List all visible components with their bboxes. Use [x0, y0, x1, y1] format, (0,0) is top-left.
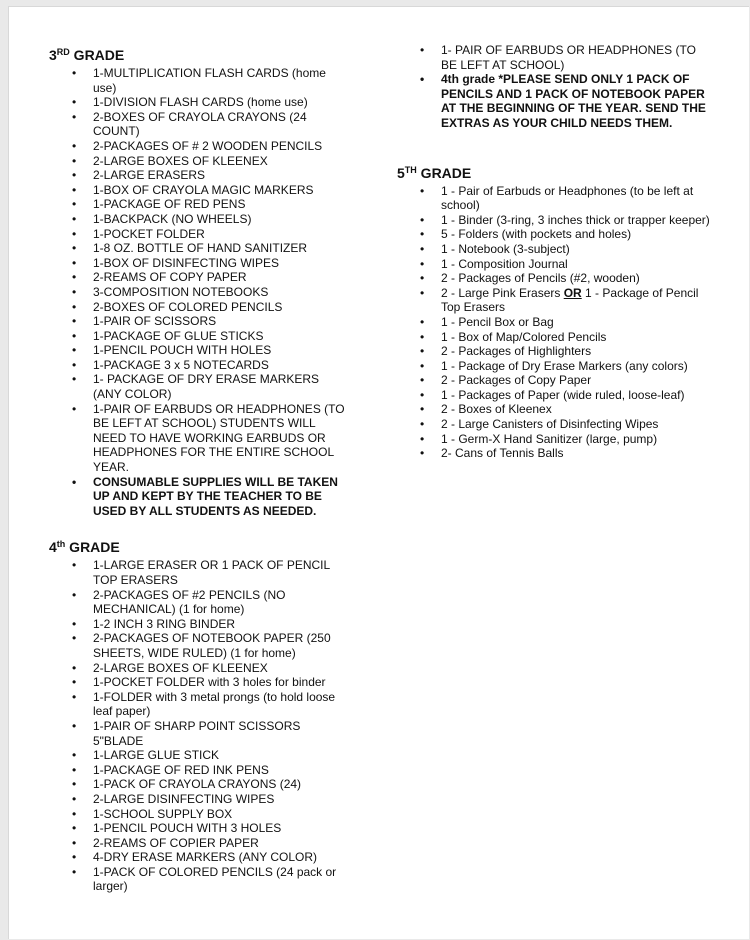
list-item: • 1 - Box of Map/Colored Pencils	[441, 330, 715, 345]
fourth-grade-list	[49, 558, 349, 894]
list-item: • 1-BOX OF DISINFECTING WIPES	[93, 256, 349, 271]
third-grade-list	[49, 66, 349, 518]
list-item: • 2-LARGE BOXES OF KLEENEX	[93, 154, 349, 169]
list-item: • 1-FOLDER with 3 metal prongs (to hold loose leaf paper)	[93, 690, 349, 719]
list-item: • 2-REAMS OF COPY PAPER	[93, 270, 349, 285]
list-item: • 1 - Package of Dry Erase Markers (any colors)	[441, 359, 715, 374]
list-item: • 2 - Packages of Highlighters	[441, 344, 715, 359]
left-column	[49, 43, 349, 894]
list-item: • 1-PACKAGE OF GLUE STICKS	[93, 329, 349, 344]
fourth-grade-list-continued	[397, 43, 715, 131]
list-item: • 2 - Packages of Copy Paper	[441, 373, 715, 388]
list-item: • 1-PACKAGE 3 x 5 NOTECARDS	[93, 358, 349, 373]
list-item: • 1 - Binder (3-ring, 3 inches thick or trapper keeper)	[441, 213, 715, 228]
list-item: • 2 - Boxes of Kleenex	[441, 402, 715, 417]
list-item: • 4-DRY ERASE MARKERS (ANY COLOR)	[93, 850, 349, 865]
right-column	[397, 43, 715, 461]
list-item: • 1-SCHOOL SUPPLY BOX	[93, 807, 349, 822]
consumable-supplies-note: • CONSUMABLE SUPPLIES WILL BE TAKEN UP AND KEPT BY THE TEACHER TO BE USED BY ALL STUDENTS AS NEEDED.	[93, 475, 349, 519]
fourth-grade-note: • 4th grade *PLEASE SEND ONLY 1 PACK OF PENCILS AND 1 PACK OF NOTEBOOK PAPER AT THE BEGINNING OF THE YEAR. SEND THE EXTRAS AS YOUR CHILD NEEDS THEM.	[441, 72, 715, 130]
list-item: • 2-LARGE BOXES OF KLEENEX	[93, 661, 349, 676]
list-item	[441, 286, 715, 315]
list-item: • 2-LARGE DISINFECTING WIPES	[93, 792, 349, 807]
list-item: • 5 - Folders (with pockets and holes)	[441, 227, 715, 242]
list-item: • 1-8 OZ. BOTTLE OF HAND SANITIZER	[93, 241, 349, 256]
list-item: • 1-PAIR OF SHARP POINT SCISSORS 5"BLADE	[93, 719, 349, 748]
list-item: • 2-PACKAGES OF NOTEBOOK PAPER (250 SHEETS, WIDE RULED) (1 for home)	[93, 631, 349, 660]
list-item: • 2-PACKAGES OF # 2 WOODEN PENCILS	[93, 139, 349, 154]
list-item: • 2 - Large Canisters of Disinfecting Wipes	[441, 417, 715, 432]
fourth-grade-heading-word: GRADE	[65, 539, 120, 556]
third-grade-heading-suffix: RD	[56, 47, 70, 57]
list-item: • 2 - Packages of Pencils (#2, wooden)	[441, 271, 715, 286]
list-item: • 1 - Notebook (3-subject)	[441, 242, 715, 257]
list-item: • 1-LARGE ERASER OR 1 PACK OF PENCIL TOP ERASERS	[93, 558, 349, 587]
list-item: • 1-PACK OF COLORED PENCILS (24 pack or larger)	[93, 865, 349, 894]
list-item: • 1-PENCIL POUCH WITH 3 HOLES	[93, 821, 349, 836]
list-item: • 1-MULTIPLICATION FLASH CARDS (home use)	[93, 66, 349, 95]
list-item: • 1-PACK OF CRAYOLA CRAYONS (24)	[93, 777, 349, 792]
list-item: • 1 - Pair of Earbuds or Headphones (to be left at school)	[441, 184, 715, 213]
list-item: • 2-PACKAGES OF #2 PENCILS (NO MECHANICAL) (1 for home)	[93, 588, 349, 617]
fifth-grade-heading-suffix: TH	[404, 164, 417, 175]
fourth-grade-heading-number: 4	[49, 539, 57, 556]
fourth-grade-heading	[49, 535, 349, 556]
list-item: • 1 - Composition Journal	[441, 257, 715, 272]
list-item: • 1-POCKET FOLDER	[93, 227, 349, 242]
third-grade-heading	[49, 43, 349, 64]
fifth-grade-list	[397, 184, 715, 461]
list-item: • 1-DIVISION FLASH CARDS (home use)	[93, 95, 349, 110]
list-item: • 1-PAIR OF SCISSORS	[93, 314, 349, 329]
list-item-text: 2 - Large Pink Erasers	[441, 285, 564, 300]
fifth-grade-heading	[397, 161, 715, 182]
list-item: • 1 - Packages of Paper (wide ruled, loose-leaf)	[441, 388, 715, 403]
list-item: • 1-PENCIL POUCH WITH HOLES	[93, 343, 349, 358]
list-item: • 1- PAIR OF EARBUDS OR HEADPHONES (TO BE LEFT AT SCHOOL)	[441, 43, 715, 72]
list-item: • 2-REAMS OF COPIER PAPER	[93, 836, 349, 851]
list-item-text-continued: 1 - Package of Pencil Top Erasers	[441, 285, 699, 315]
list-item: • 2- Cans of Tennis Balls	[441, 446, 715, 461]
or-emphasis: OR	[563, 285, 582, 300]
third-grade-heading-number: 3	[49, 47, 57, 63]
list-item: • 1 - Germ-X Hand Sanitizer (large, pump)	[441, 432, 715, 447]
list-item: • 2-BOXES OF COLORED PENCILS	[93, 300, 349, 315]
list-item: • 2-BOXES OF CRAYOLA CRAYONS (24 COUNT)	[93, 110, 349, 139]
fifth-grade-heading-word: GRADE	[416, 164, 472, 181]
document-page	[8, 6, 749, 939]
third-grade-heading-word: GRADE	[69, 47, 125, 63]
list-item: • 1-POCKET FOLDER with 3 holes for binder	[93, 675, 349, 690]
list-item: • 3-COMPOSITION NOTEBOOKS	[93, 285, 349, 300]
list-item: • 2-LARGE ERASERS	[93, 168, 349, 183]
list-item: • 1-BACKPACK (NO WHEELS)	[93, 212, 349, 227]
list-item: • 1- PACKAGE OF DRY ERASE MARKERS (ANY COLOR)	[93, 372, 349, 401]
fifth-grade-heading-number: 5	[397, 164, 405, 181]
list-item: • 1-2 INCH 3 RING BINDER	[93, 617, 349, 632]
list-item: • 1-LARGE GLUE STICK	[93, 748, 349, 763]
list-item: • 1-PACKAGE OF RED INK PENS	[93, 763, 349, 778]
list-item: • 1-BOX OF CRAYOLA MAGIC MARKERS	[93, 183, 349, 198]
list-item: • 1 - Pencil Box or Bag	[441, 315, 715, 330]
list-item: • 1-PACKAGE OF RED PENS	[93, 197, 349, 212]
list-item: • 1-PAIR OF EARBUDS OR HEADPHONES (TO BE LEFT AT SCHOOL) STUDENTS WILL NEED TO HAVE WORKING EARBUDS OR HEADPHONES FOR THE ENTIRE SCHOOL YEAR.	[93, 402, 349, 475]
fourth-grade-heading-suffix: th	[56, 539, 66, 550]
